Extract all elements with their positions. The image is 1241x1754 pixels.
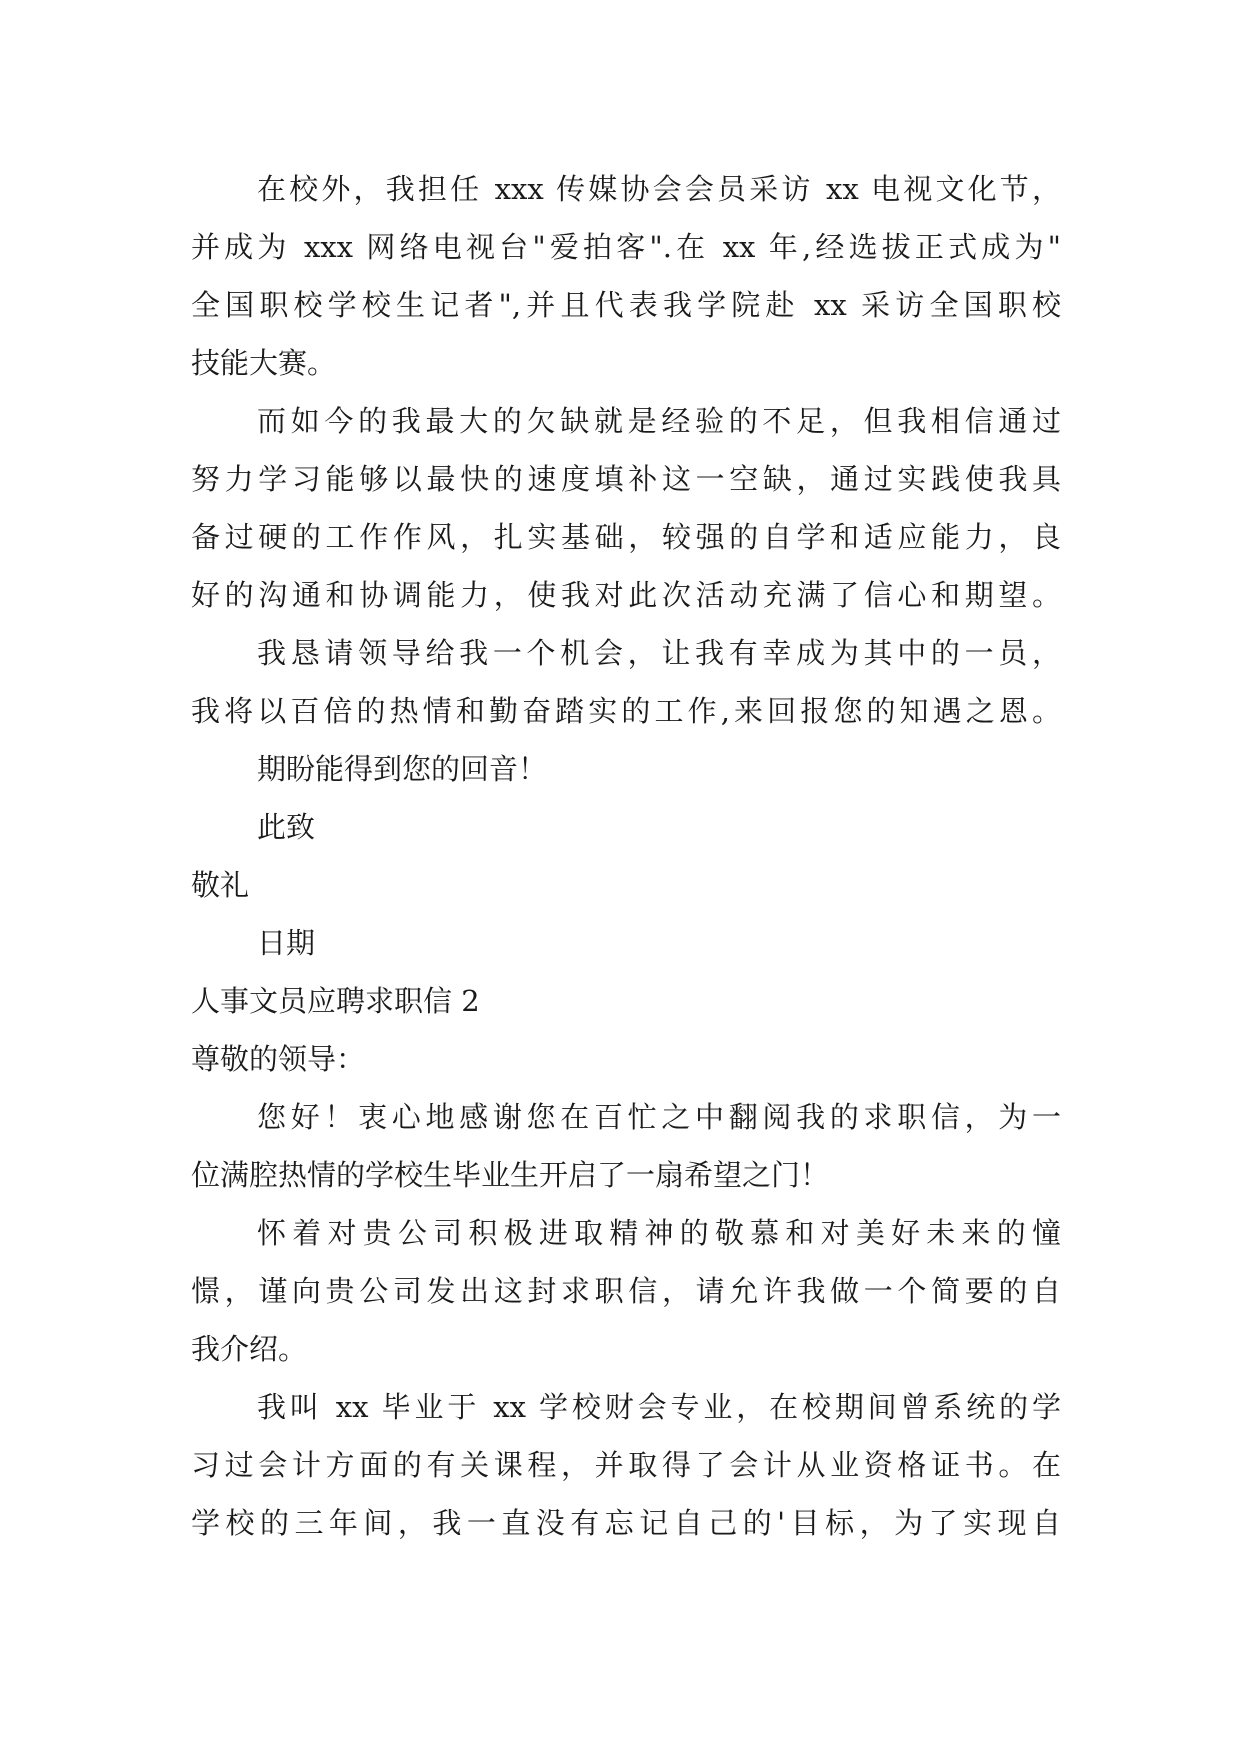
text-line: 备过硬的工作作风，扎实基础，较强的自学和适应能力，良 (191, 520, 1061, 554)
text-line: 位满腔热情的学校生毕业生开启了一扇希望之门！ (191, 1158, 830, 1192)
text-line: 学校的三年间，我一直没有忘记自己的'目标，为了实现自 (191, 1506, 1061, 1540)
text-line: 而如今的我最大的欠缺就是经验的不足，但我相信通过 (257, 404, 1061, 438)
section-title: 人事文员应聘求职信 2 (191, 984, 480, 1018)
text-line: 在校外，我担任 xxx 传媒协会会员采访 xx 电视文化节， (257, 172, 1061, 206)
closing-respect: 敬礼 (191, 868, 250, 902)
text-line: 技能大赛。 (191, 346, 337, 380)
text-line: 我将以百倍的热情和勤奋踏实的工作,来回报您的知遇之恩。 (191, 694, 1061, 728)
letter-body (191, 160, 1061, 1552)
text-line: 我叫 xx 毕业于 xx 学校财会专业，在校期间曾系统的学 (257, 1390, 1061, 1424)
text-line: 我恳请领导给我一个机会，让我有幸成为其中的一员， (257, 636, 1061, 670)
text-line: 我介绍。 (191, 1332, 308, 1366)
text-line: 习过会计方面的有关课程，并取得了会计从业资格证书。在 (191, 1448, 1061, 1482)
closing-salutation: 此致 (257, 810, 316, 844)
text-line: 努力学习能够以最快的速度填补这一空缺，通过实践使我具 (191, 462, 1061, 496)
text-line: 憬，谨向贵公司发出这封求职信，请允许我做一个简要的自 (191, 1274, 1061, 1308)
text-line: 好的沟通和协调能力，使我对此次活动充满了信心和期望。 (191, 578, 1061, 612)
date-line: 日期 (257, 926, 316, 960)
greeting: 尊敬的领导： (191, 1042, 366, 1076)
text-line: 怀着对贵公司积极进取精神的敬慕和对美好未来的憧 (257, 1216, 1061, 1250)
text-line: 并成为 xxx 网络电视台"爱拍客".在 xx 年,经选拔正式成为" (191, 230, 1061, 264)
text-line: 全国职校学校生记者",并且代表我学院赴 xx 采访全国职校 (191, 288, 1061, 322)
text-line: 期盼能得到您的回音！ (257, 752, 548, 786)
text-line: 您好！衷心地感谢您在百忙之中翻阅我的求职信，为一 (257, 1100, 1061, 1134)
